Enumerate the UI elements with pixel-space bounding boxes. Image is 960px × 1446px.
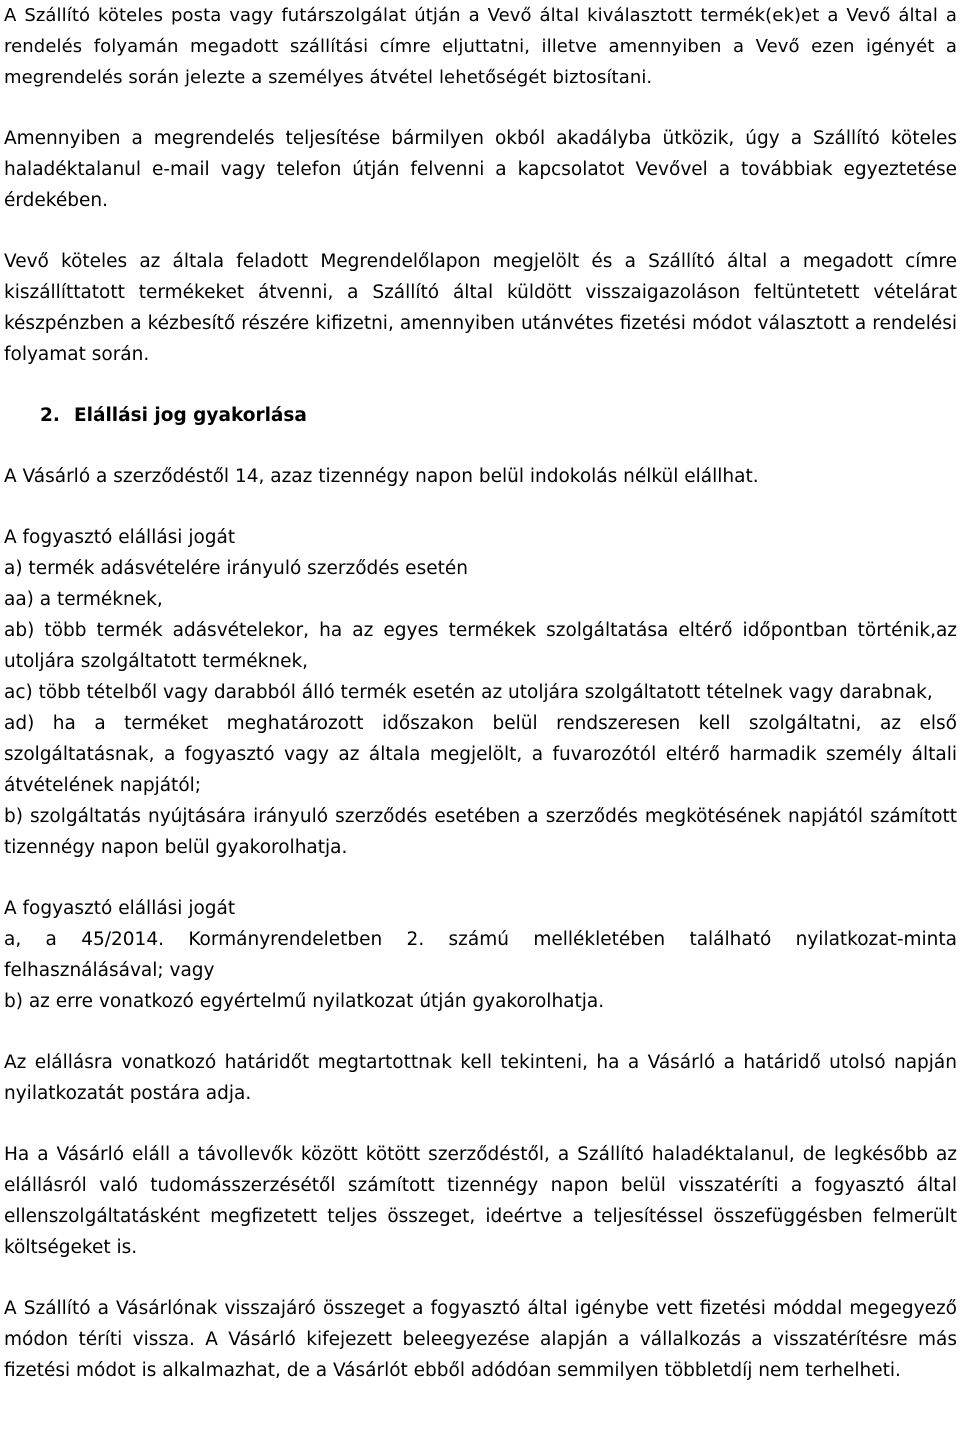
list-item-ac: ac) több tételből vagy darabból álló termék esetén az utoljára szolgáltatott tételnek vagy darabnak, [4,682,933,703]
paragraph-delivery: A Szállító köteles posta vagy futárszolgálat útján a Vevő által kiválasztott termék(ek)et a Vevő által a rendelés folyamán megadott szállítási címre eljuttatni, illetve amennyiben a Vevő ezen igényét a megrendelés során jelezte a személyes átvétel lehetőségét biztosítani. [4,5,957,88]
document-page [4,0,957,1386]
withdrawal-title-2: A fogyasztó elállási jogát [4,898,236,919]
section-title: Elállási jog gyakorlása [74,405,307,426]
paragraph-refund-method: A Szállító a Vásárlónak visszajáró összeget a fogyasztó által igénybe vett fizetési móddal megegyező módon téríti vissza. A Vásárló kifejezett beleegyezése alapján a vállalkozás a visszatérítésre más fizetési módot is alkalmazhat, de a Vásárlót ebből adódóan semmilyen többletdíj nem terhelheti. [4,1298,957,1381]
list-item-2b: b) az erre vonatkozó egyértelmű nyilatkozat útján gyakorolhatja. [4,991,605,1012]
section-heading [4,400,957,431]
list-item-a: a) termék adásvételére irányuló szerződés esetén [4,558,468,579]
list-item-aa: aa) a terméknek, [4,589,163,610]
section-number: 2. [40,405,60,426]
paragraph-deadline: Az elállásra vonatkozó határidőt megtartottnak kell tekinteni, ha a Vásárló a határidő utolsó napján nyilatkozatát postára adja. [4,1052,957,1104]
paragraph-refund: Ha a Vásárló eláll a távollevők között kötött szerződéstől, a Szállító haladéktalanul, de legkésőbb az elállásról való tudomásszerzésétől számított tizennégy napon belül visszatéríti a fogyasztó által ellenszolgáltatásként megfizetett teljes összeget, ideértve a teljesítéssel összefüggésben felmerült költségeket is. [4,1144,957,1258]
list-item-2a: a, a 45/2014. Kormányrendeletben 2. számú mellékletében található nyilatkozat-minta felhasználásával; vagy [4,929,957,981]
paragraph-obstacle: Amennyiben a megrendelés teljesítése bármilyen okból akadályba ütközik, úgy a Szállító köteles haladéktalanul e-mail vagy telefon útján felvenni a kapcsolatot Vevővel a továbbiak egyeztetése érdekében. [4,128,957,211]
withdrawal-methods-list [4,893,957,1017]
paragraph-buyer-obligation: Vevő köteles az általa feladott Megrendelőlapon megjelölt és a Szállító által a megadott címre kiszállíttatott termékeket átvenni, a Szállító által küldött visszaigazoláson feltüntetett vételárat készpénzben a kézbesítő részére kifizetni, amennyiben utánvétes fizetési módot választott a rendelési folyamat során. [4,251,957,365]
list-item-b: b) szolgáltatás nyújtására irányuló szerződés esetében a szerződés megkötésének napjától számított tizennégy napon belül gyakorolhatja. [4,806,957,858]
paragraph-withdrawal-intro: A Vásárló a szerződéstől 14, azaz tizennégy napon belül indokolás nélkül elállhat. [4,466,759,487]
list-item-ab: ab) több termék adásvételekor, ha az egyes termékek szolgáltatása eltérő időpontban történik,az utoljára szolgáltatott terméknek, [4,620,957,672]
list-item-ad: ad) ha a terméket meghatározott időszakon belül rendszeresen kell szolgáltatni, az első szolgáltatásnak, a fogyasztó vagy az általa megjelölt, a fuvarozótól eltérő harmadik személy általi átvételének napjától; [4,713,957,796]
withdrawal-conditions-list [4,522,957,863]
withdrawal-title-1: A fogyasztó elállási jogát [4,527,236,548]
